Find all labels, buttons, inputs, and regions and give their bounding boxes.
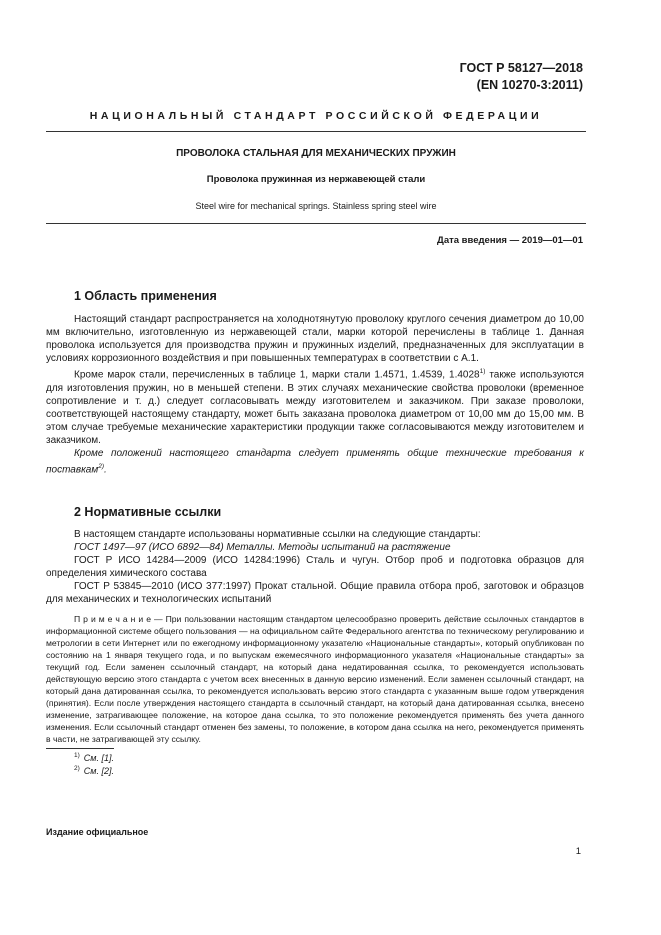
page-number: 1	[575, 846, 581, 857]
header-rule	[46, 131, 586, 132]
document-title: ПРОВОЛОКА СТАЛЬНАЯ ДЛЯ МЕХАНИЧЕСКИХ ПРУЖИН	[176, 148, 456, 159]
date-of-introduction: Дата введения — 2019—01—01	[437, 235, 583, 246]
reference-gost-1497: ГОСТ 1497—97 (ИСО 6892—84) Металлы. Методы испытаний на растяжение	[74, 542, 451, 554]
footnote-2: $^{2)}$ См. [2].	[74, 765, 114, 776]
section-1-paragraph-3: Кроме положений настоящего стандарта следует применять общие технические требования к поставкам$^{2)}$.	[46, 448, 584, 476]
section-2-heading: 2 Нормативные ссылки	[74, 505, 222, 519]
section-1-paragraph-2: Кроме марок стали, перечисленных в таблице 1, марки стали 1.4571, 1.4539, 1.4028$^{1)}$ также используются для изготовления пружин, но в меньшей степени. В этих случаях механические свойства проволоки (временное сопротивление и т. д.) следует согласовывать между изготовителем и заказчиком. При заказе проволоки, соответствующей настоящему стандарту, может быть заказана проволока диаметром от 10,00 мм до 15,00 мм. В этом случае требуемые механические характеристики продукции также согласовываются между изготовителем и заказчиком.	[46, 368, 584, 447]
section-2-body	[46, 528, 584, 607]
reference-gost-53845: ГОСТ Р 53845—2010 (ИСО 377:1997) Прокат стальной. Общие правила отбора проб, заготовок и образцов для механических и технологических испытаний	[46, 581, 584, 606]
note-label: П р и м е ч а н и е	[74, 614, 151, 624]
official-edition-label: Издание официальное	[46, 827, 149, 837]
footnote-1: $^{1)}$ См. [1].	[74, 752, 114, 763]
en-number: (EN 10270-3:2011)	[476, 78, 583, 92]
national-standard-banner: НАЦИОНАЛЬНЫЙ СТАНДАРТ РОССИЙСКОЙ ФЕДЕРАЦИИ	[89, 110, 543, 122]
footnote-rule	[46, 748, 114, 749]
section-2-intro: В настоящем стандарте использованы нормативные ссылки на следующие стандарты:	[74, 529, 481, 540]
standard-designation	[460, 60, 583, 94]
doc-number: ГОСТ Р 58127—2018	[459, 61, 583, 75]
english-title: Steel wire for mechanical springs. Stainless spring steel wire	[195, 201, 437, 211]
note-text: — При пользовании настоящим стандартом целесообразно проверить действие ссылочных стандартов в информационной системе общего пользования — на официальном сайте Федерального агентства по техническому регулированию и метрологии в сети Интернет или по ежегодному информационному указателю «Национальные стандарты», который опубликован по состоянию на 1 января текущего года, и по выпускам ежемесячного информационного указателя «Национальные стандарты» за текущий год. Если заменен ссылочный стандарт, на который дана недатированная ссылка, то рекомендуется использовать действующую версию этого стандарта с учетом всех внесенных в данную версию изменений. Если заменен ссылочный стандарт, на который дана датированная ссылка, то рекомендуется использовать версию этого стандарта с указанным выше годом утверждения (принятия). Если после утверждения настоящего стандарта в ссылочный стандарт, на который дана датированная ссылка, внесено изменение, затрагивающее положение, на которое дана ссылка, то это положение рекомендуется применять без учета данного изменения. Если ссылочный стандарт отменен без замены, то положение, в котором дана ссылка на него, рекомендуется применять в части, не затрагивающей эту ссылку.	[46, 614, 585, 744]
section-1-paragraph-1: Настоящий стандарт распространяется на холоднотянутую проволоку круглого сечения диаметром до 10,00 мм включительно, изготовленную из нержавеющей стали, марки которой перечислены в таблице 1. Данная проволока используется для производства пружин и пружинных изделий, предназначенных для эксплуатации в условиях коррозионного воздействия и при повышенных температурах в соответствии с А.1.	[46, 314, 584, 365]
title-rule	[46, 223, 586, 224]
footnote-ref-2: 2)	[98, 463, 104, 471]
section-1-body	[46, 313, 584, 477]
reference-gost-iso-14284: ГОСТ Р ИСО 14284—2009 (ИСО 14284:1996) Сталь и чугун. Отбор проб и подготовка образцов для определения химического состава	[46, 555, 584, 580]
footnote-ref-1: 1)	[479, 368, 486, 376]
section-2-note	[46, 613, 584, 745]
section-1-heading: 1 Область применения	[74, 289, 217, 303]
document-subtitle: Проволока пружинная из нержавеющей стали	[206, 174, 426, 185]
